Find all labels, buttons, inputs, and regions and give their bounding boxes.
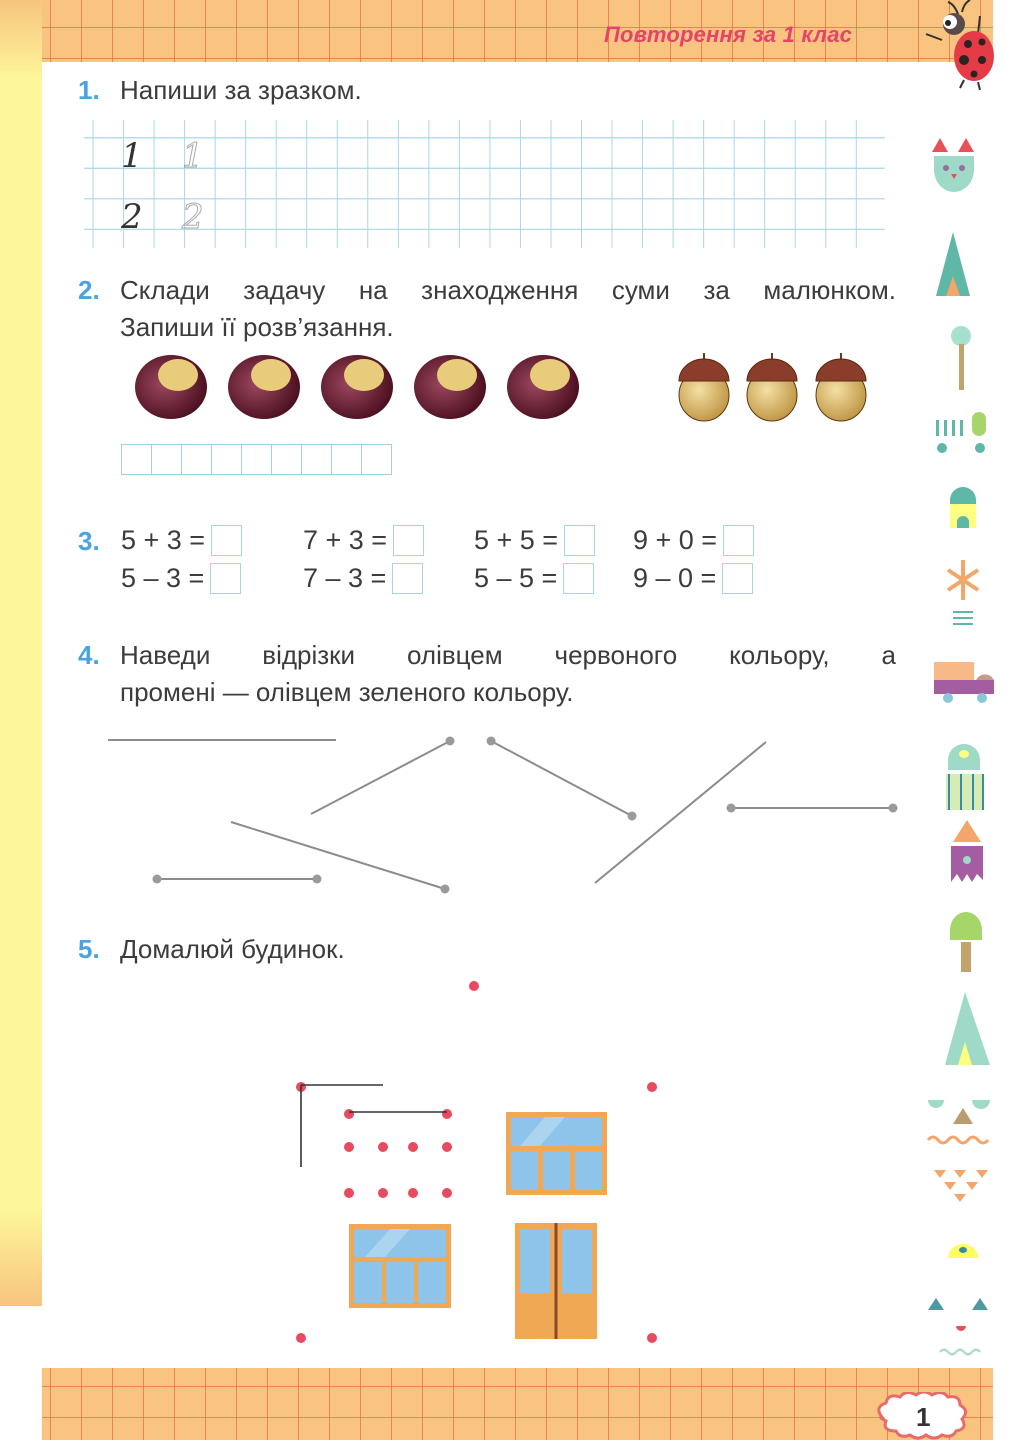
equation xyxy=(303,525,424,556)
ladybug-icon xyxy=(918,0,998,92)
equation-answer-box[interactable] xyxy=(210,563,241,594)
task-instruction: Домалюй будинок. xyxy=(120,934,345,964)
ray-1 xyxy=(311,741,450,814)
task-1 xyxy=(78,72,362,109)
solution-answer-cells[interactable] xyxy=(121,444,392,475)
equation-text: 5 + 3 = xyxy=(121,525,206,555)
equation xyxy=(121,525,242,556)
chestnut-icon xyxy=(228,355,300,419)
sample-digit-1: 1 xyxy=(121,136,143,176)
task-instruction-line2: промені — олівцем зеленого кольору. xyxy=(120,677,574,707)
task-number: 1. xyxy=(78,75,100,105)
task-number: 3. xyxy=(78,526,100,556)
equation-answer-box[interactable] xyxy=(723,525,754,556)
equation xyxy=(633,563,753,594)
equation xyxy=(474,563,594,594)
equation-text: 5 – 3 = xyxy=(121,563,205,593)
acorn-icon xyxy=(747,353,797,421)
equation-text: 5 + 5 = xyxy=(474,525,559,555)
chestnut-icon xyxy=(414,355,486,419)
answer-cell[interactable] xyxy=(331,444,362,475)
equation-text: 9 – 0 = xyxy=(633,563,717,593)
equation-answer-box[interactable] xyxy=(563,563,594,594)
side-decoration-shapes xyxy=(920,130,995,1390)
task-5 xyxy=(78,931,345,968)
equation xyxy=(474,525,595,556)
chestnut-icon xyxy=(507,355,579,419)
equation-answer-box[interactable] xyxy=(211,525,242,556)
task-number: 4. xyxy=(78,640,100,670)
task-number: 5. xyxy=(78,934,100,964)
equation xyxy=(121,563,241,594)
answer-cell[interactable] xyxy=(301,444,332,475)
task-instruction-line1: Склади задачу на знаходження суми за малюнком. xyxy=(120,275,896,305)
segment-2 xyxy=(491,741,632,816)
equation-answer-box[interactable] xyxy=(393,525,424,556)
equation-answer-box[interactable] xyxy=(392,563,423,594)
chestnuts-and-acorns-picture xyxy=(130,345,870,425)
door-icon xyxy=(515,1223,597,1339)
answer-cell[interactable] xyxy=(121,444,152,475)
task-instruction-line2: Запиши її розв’язання. xyxy=(120,312,394,342)
chestnut-icon xyxy=(135,355,207,419)
equation-text: 5 – 5 = xyxy=(474,563,558,593)
equation-text: 7 + 3 = xyxy=(303,525,388,555)
sample-digit-2: 2 xyxy=(121,197,143,237)
bottom-decorative-band xyxy=(42,1368,993,1440)
section-title: Повторення за 1 клас xyxy=(604,22,853,47)
task-4 xyxy=(78,637,896,711)
acorn-icon xyxy=(816,353,866,421)
equation xyxy=(303,563,423,594)
task-3-number xyxy=(78,523,120,560)
task-number: 2. xyxy=(78,275,100,305)
trace-digit-1: 1 xyxy=(182,136,204,176)
equation-answer-box[interactable] xyxy=(564,525,595,556)
answer-cell[interactable] xyxy=(361,444,392,475)
equation-text: 7 – 3 = xyxy=(303,563,387,593)
line-2 xyxy=(595,742,766,883)
equation-answer-box[interactable] xyxy=(722,563,753,594)
equation-text: 9 + 0 = xyxy=(633,525,718,555)
answer-cell[interactable] xyxy=(151,444,182,475)
page-number: 1 xyxy=(916,1402,931,1432)
trace-digit-2: 2 xyxy=(182,197,204,237)
segments-and-rays-figure[interactable] xyxy=(0,720,915,910)
house-drawing-figure[interactable] xyxy=(280,970,680,1350)
task-2 xyxy=(78,272,896,346)
answer-cell[interactable] xyxy=(181,444,212,475)
task-instruction-line1: Наведи відрізки олівцем червоного кольору, а xyxy=(120,640,896,670)
task-instruction: Напиши за зразком. xyxy=(120,75,362,105)
answer-cell[interactable] xyxy=(211,444,242,475)
answer-cell[interactable] xyxy=(271,444,302,475)
window-icon xyxy=(506,1112,607,1195)
window-icon xyxy=(349,1224,451,1308)
answer-cell[interactable] xyxy=(241,444,272,475)
acorn-icon xyxy=(679,353,729,421)
equation xyxy=(633,525,754,556)
chestnut-icon xyxy=(321,355,393,419)
